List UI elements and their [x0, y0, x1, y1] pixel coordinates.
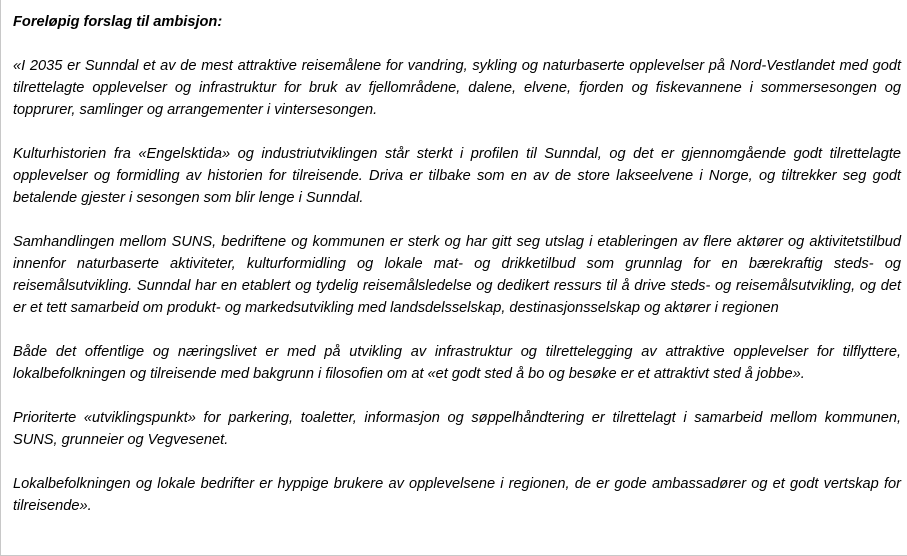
- paragraph-local-community: Lokalbefolkningen og lokale bedrifter er hyppige brukere av opplevelsene i regionen, de er gode ambassadører og et godt vertskap for tilreisende».: [13, 476, 901, 514]
- paragraph-ambition-intro: «I 2035 er Sunndal et av de mest attraktive reisemålene for vandring, sykling og naturbaserte opplevelser på Nord-Vestlandet med godt tilrettelagte opplevelser og infrastruktur for bruk av fjellområdene, dalene, elvene, fjorden og fiskevannene i sommersesongen og topprurer, samlinger og arrangementer i vintersesongen.: [13, 58, 901, 118]
- paragraph-cultural-history: Kulturhistorien fra «Engelsktida» og industriutviklingen står sterkt i profilen til Sunndal, og det er gjennomgående godt tilrettelagte opplevelser og formidling av historien for tilreisende. Driva er tilbake som en av de store lakseelvene i Norge, og tiltrekker seg godt betalende gjester i sesongen som blir lenge i Sunndal.: [13, 146, 901, 206]
- paragraph-infrastructure: Både det offentlige og næringslivet er med på utvikling av infrastruktur og tilrettelegging av attraktive opplevelser for tilflyttere, lokalbefolkningen og tilreisende med bakgrunn i filosofien om at «et godt sted å bo og besøke er et attraktivt sted å jobbe».: [13, 344, 901, 382]
- document-heading: Foreløpig forslag til ambisjon:: [13, 14, 223, 30]
- paragraph-collaboration: Samhandlingen mellom SUNS, bedriftene og kommunen er sterk og har gitt seg utslag i etableringen av flere aktører og aktivitetstilbud innenfor naturbaserte aktiviteter, kulturformidling og lokale mat- og drikketilbud som grunnlag for en bærekraftig steds- og reisemålsutvikling. Sunndal har en etablert og tydelig reisemålsledelse og dedikert ressurs til å drive steds- og reisemålsutvikling, og det er et tett samarbeid om produkt- og markedsutvikling med landsdelsselskap, destinasjonsselskap og aktører i regionen: [13, 234, 901, 316]
- paragraph-development-points: Prioriterte «utviklingspunkt» for parkering, toaletter, informasjon og søppelhåndtering er tilrettelagt i samarbeid mellom kommunen, SUNS, grunneier og Vegvesenet.: [13, 410, 901, 448]
